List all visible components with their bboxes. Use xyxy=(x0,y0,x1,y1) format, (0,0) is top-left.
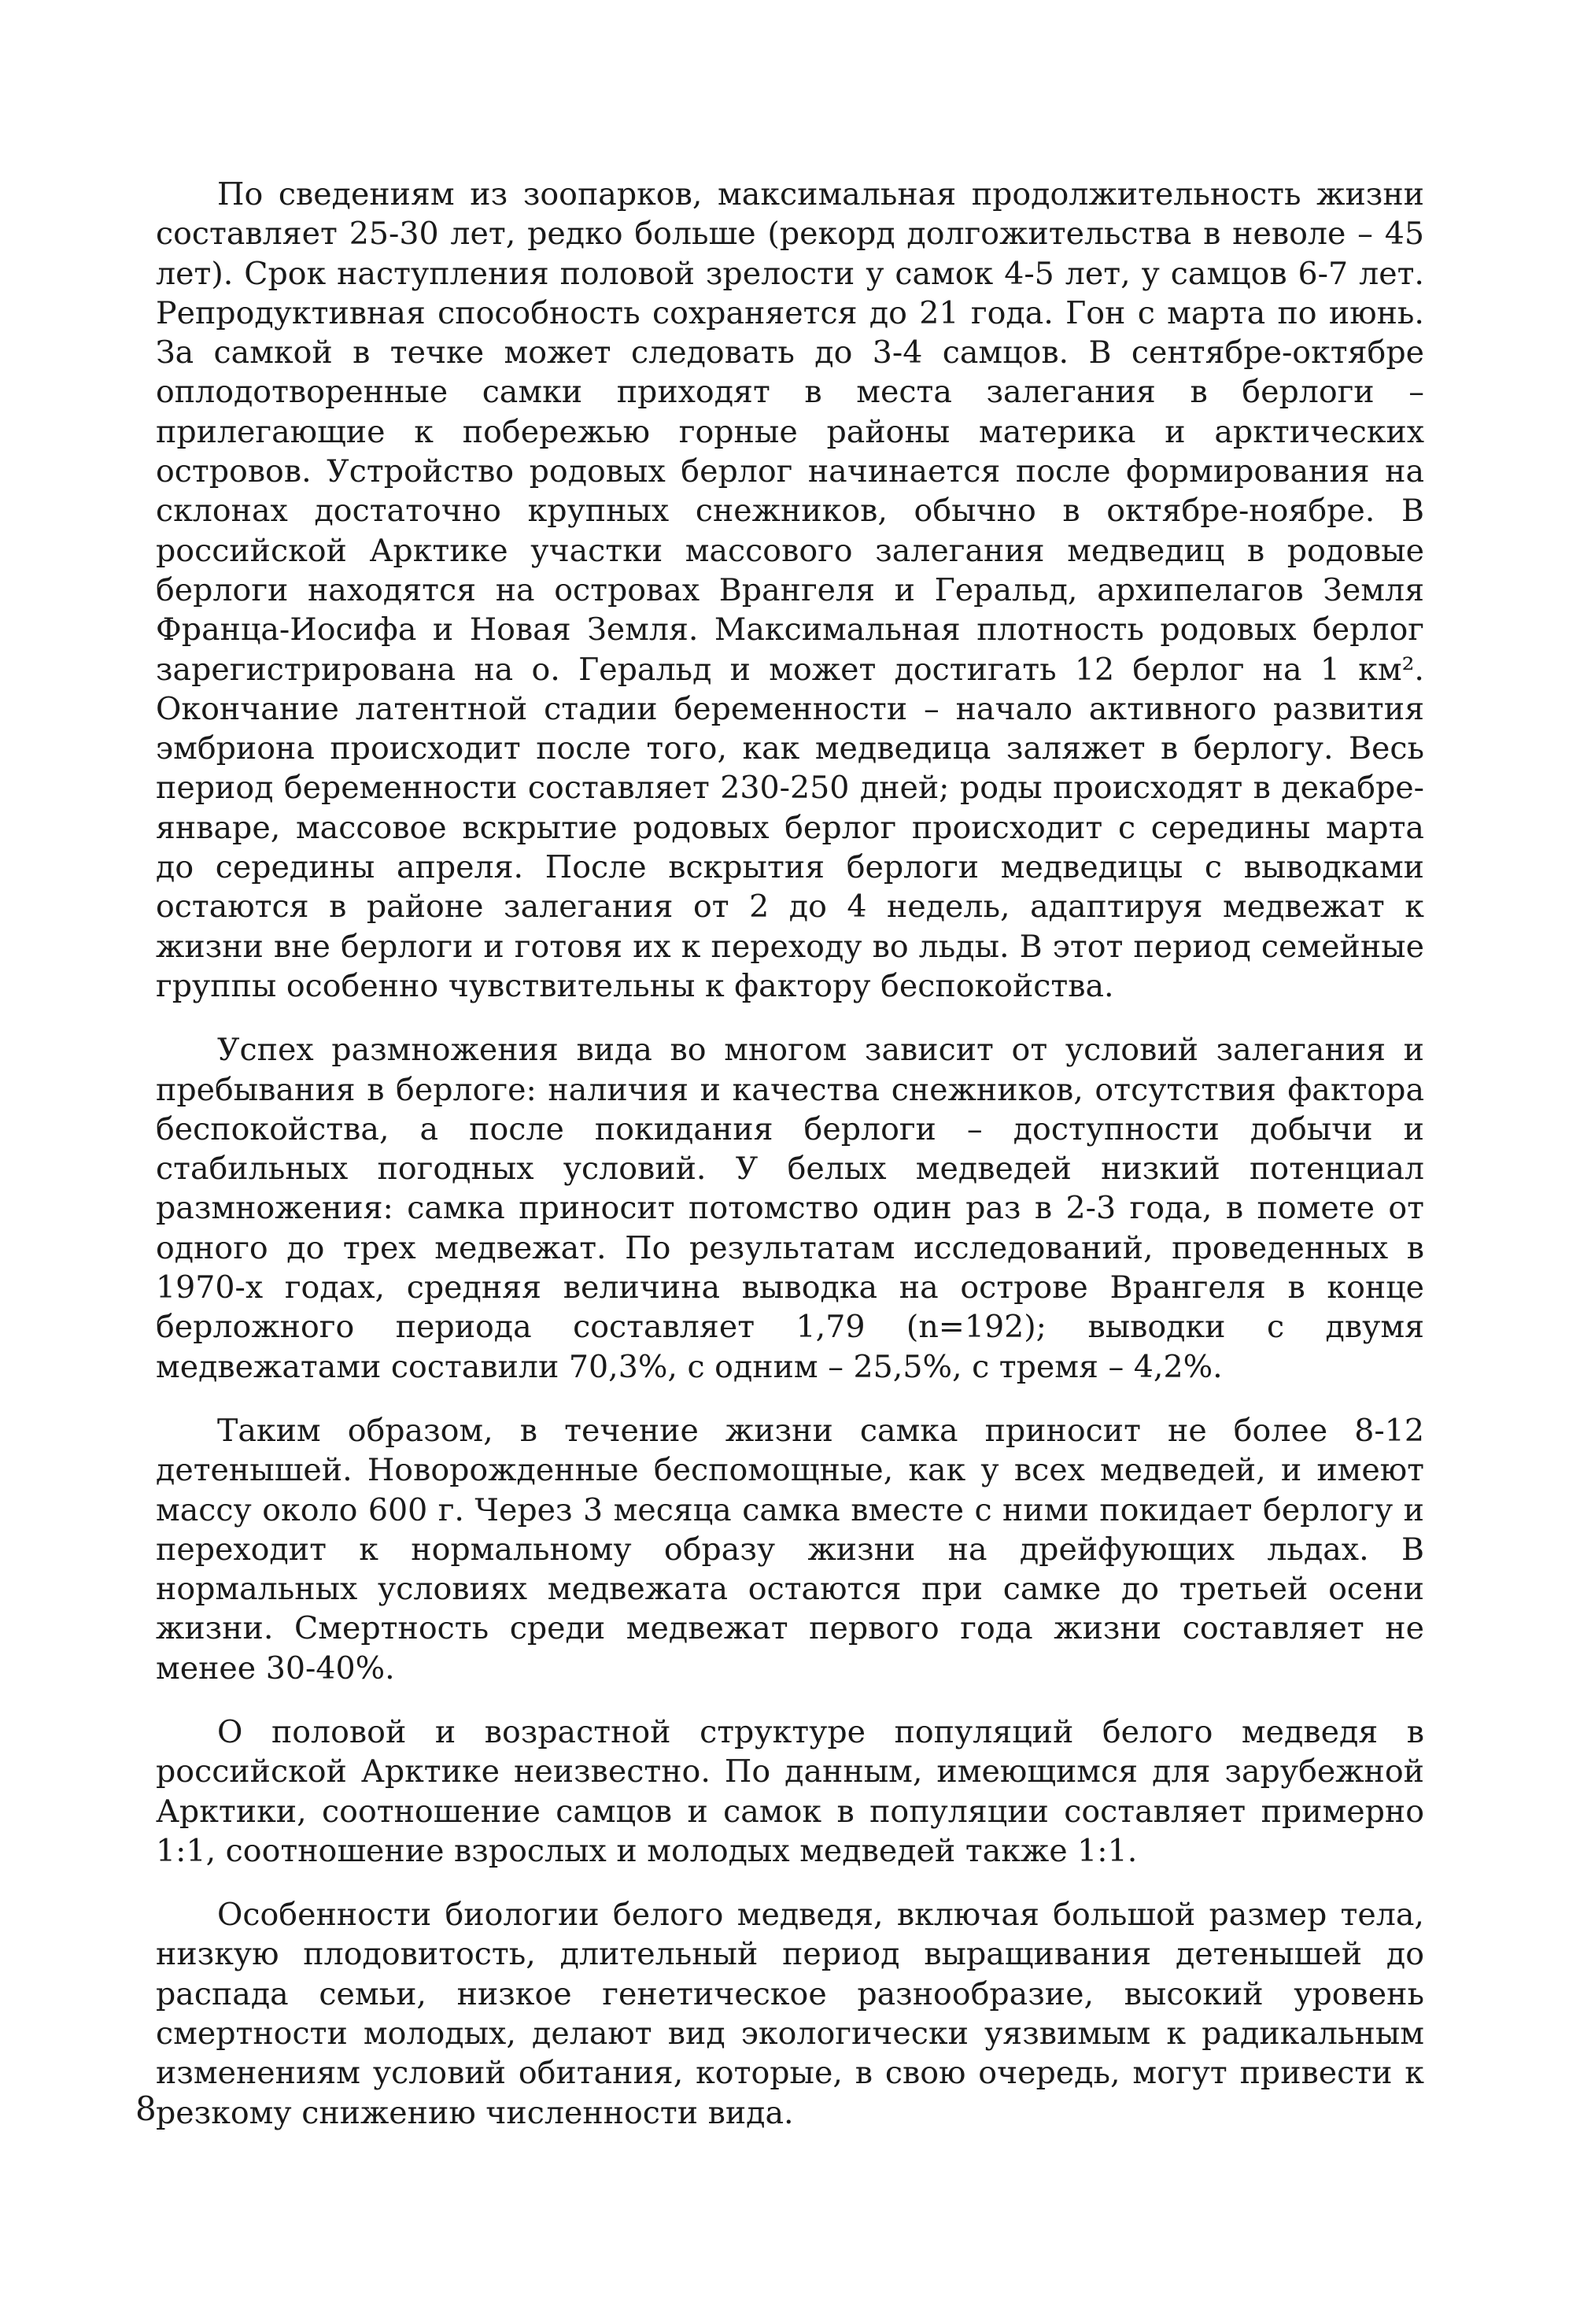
paragraph-vulnerability: Особенности биологии белого медведя, включая большой размер тела, низкую плодовитость, длительный период выращивания детенышей до распада семьи, низкое генетическое разнообразие, высокий уровень смертности молодых, делают вид экологически уязвимым к радикальным изменениям условий обитания, которые, в свою очередь, могут привести к резкому снижению численности вида. xyxy=(156,1897,1424,2131)
page-number: 8 xyxy=(135,2089,157,2128)
paragraph-offspring-survival: Таким образом, в течение жизни самка приносит не более 8-12 детенышей. Новорожденные беспомощные, как у всех медведей, и имеют массу около 600 г. Через 3 месяца самка вместе с ними покидает берлогу и переходит к нормальному образу жизни на дрейфующих льдах. В нормальных условиях медвежата остаются при самке до третьей осени жизни. Смертность среди медвежат первого года жизни составляет не менее 30-40%. xyxy=(156,1412,1424,1687)
paragraph-breeding-success: Успех размножения вида во многом зависит от условий залегания и пребывания в берлоге: наличия и качества снежников, отсутствия фактора беспокойства, а после покидания берлоги – доступности добычи и стабильных погодных условий. У белых медведей низкий потенциал размножения: самка приносит потомство один раз в 2-3 года, в помете от одного до трех медвежат. По результатам исследований, проведенных в 1970-х годах, средняя величина выводка на острове Врангеля в конце берложного периода составляет 1,79 (n=192); выводки с двумя медвежатами составили 70,3%, с одним – 25,5%, с тремя – 4,2%. xyxy=(156,1032,1424,1385)
body-text xyxy=(156,175,1424,2157)
paragraph-lifespan-reproduction: По сведениям из зоопарков, максимальная продолжительность жизни составляет 25-30 лет, редко больше (рекорд долгожительства в неволе – 45 лет). Срок наступления половой зрелости у самок 4-5 лет, у самцов 6-7 лет. Репродуктивная способность сохраняется до 21 года. Гон с марта по июнь. За самкой в течке может следовать до 3-4 самцов. В сентябре-октябре оплодотворенные самки приходят в места залегания в берлоги – прилегающие к побережью горные районы материка и арктических островов. Устройство родовых берлог начинается после формирования на склонах достаточно крупных снежников, обычно в октябре-ноябре. В российской Арктике участки массового залегания медведиц в родовые берлоги находятся на островах Врангеля и Геральд, архипелагов Земля Франца-Иосифа и Новая Земля. Максимальная плотность родовых берлог зарегистрирована на о. Геральд и может достигать 12 берлог на 1 км². Окончание латентной стадии беременности – начало активного развития эмбриона происходит после того, как медведица заляжет в берлогу. Весь период беременности составляет 230-250 дней; роды происходят в декабре-январе, массовое вскрытие родовых берлог происходит с середины марта до середины апреля. После вскрытия берлоги медведицы с выводками остаются в районе залегания от 2 до 4 недель, адаптируя медвежат к жизни вне берлоги и готовя их к переходу во льды. В этот период семейные группы особенно чувствительны к фактору беспокойства. xyxy=(156,176,1424,1004)
paragraph-population-structure: О половой и возрастной структуре популяций белого медведя в российской Арктике неизвестно. По данным, имеющимся для зарубежной Арктики, соотношение самцов и самок в популяции составляет примерно 1:1, соотношение взрослых и молодых медведей также 1:1. xyxy=(156,1713,1424,1869)
